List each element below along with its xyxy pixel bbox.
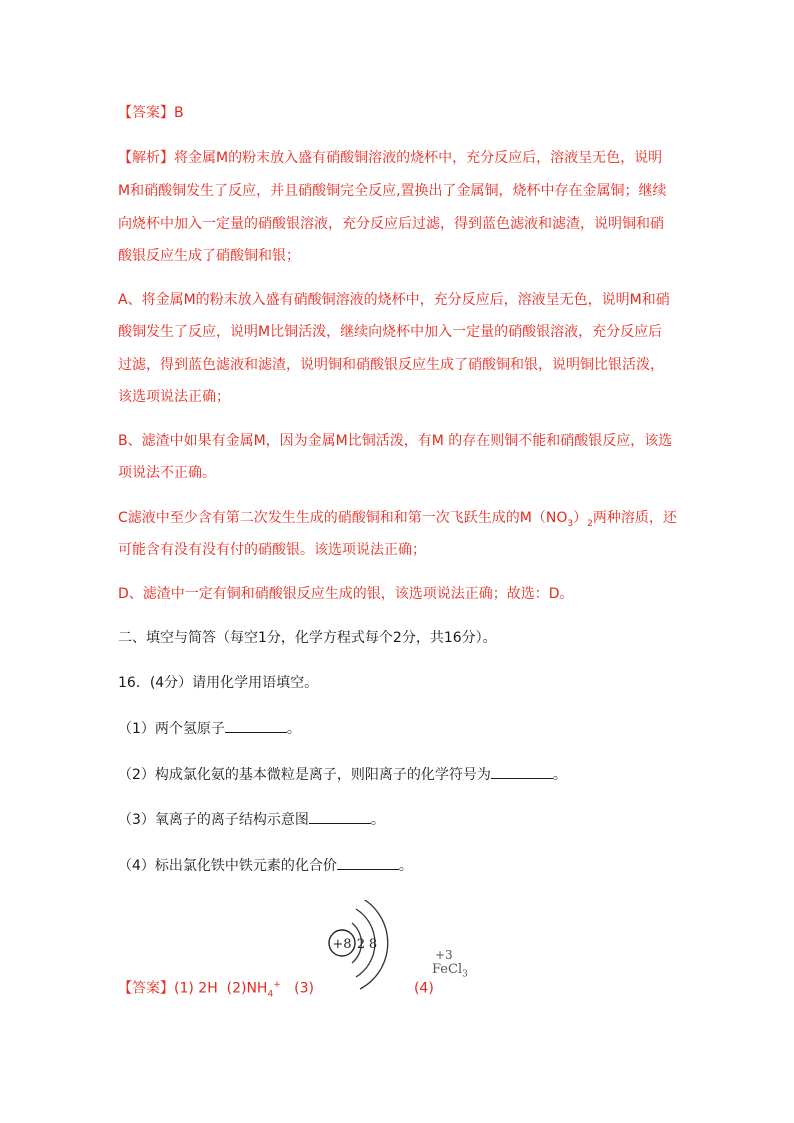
option-c-line-1: C滤液中至少含有第二次发生生成的硝酸铜和和第一次飞跃生成的$M(NO_3)_2$两种溶质，还 bbox=[118, 510, 677, 529]
answer-blank bbox=[225, 718, 287, 733]
answer-16-tag: 【答案】 bbox=[118, 980, 174, 997]
answer-blank bbox=[337, 855, 399, 870]
analysis-line-3: 向烧杯中加入一定量的硝酸银溶液，充分反应后过滤，得到蓝色滤液和滤渣，说明铜和硝 bbox=[118, 216, 664, 232]
shell-1-electrons: 2 bbox=[356, 937, 366, 952]
analysis-line-2: M和硝酸铜发生了反应，并且硝酸铜完全反应,置换出了金属铜，烧杯中存在金属铜；继续 bbox=[118, 183, 667, 199]
option-d-line: D、滤渣中一定有铜和硝酸银反应生成的银，该选项说法正确；故选：D。 bbox=[118, 586, 574, 602]
answer-blank bbox=[309, 809, 371, 824]
option-a-line-1: A、将金属M的粉末放入盛有硝酸铜溶液的烧杯中，充分反应后，溶液呈无色，说明M和硝 bbox=[118, 292, 670, 308]
nucleus-charge: +8 bbox=[332, 937, 352, 952]
valence-mark: +3 bbox=[435, 948, 453, 962]
option-c-line-2: 可能含有没有没有付的硝酸银。该选项说法正确； bbox=[118, 542, 426, 558]
section-2-heading: 二、填空与简答（每空1分，化学方程式每个2分，共16分）。 bbox=[118, 630, 497, 646]
answer-16-line: 【答案】(1) 2H $(2)NH_4^+$ (3) (4) bbox=[118, 980, 434, 1000]
oxygen-ion-structure-diagram bbox=[318, 900, 394, 990]
option-b-line-1: B、滤渣中如果有金属M，因为金属M比铜活泼，有M 的存在则铜不能和硝酸银反应，该选 bbox=[118, 433, 673, 449]
option-a-line-2: 酸铜发生了反应，说明M比铜活泼，继续向烧杯中加入一定量的硝酸银溶液，充分反应后 bbox=[118, 324, 663, 340]
question-16-title: 16．(4分）请用化学用语填空。 bbox=[118, 675, 319, 691]
question-16-item-4: （4）标出氯化铁中铁元素的化合价 。 bbox=[118, 855, 413, 876]
option-a-line-3: 过滤，得到蓝色滤液和滤渣，说明铜和硝酸银反应生成了硝酸铜和银，说明铜比银活泼， bbox=[118, 357, 664, 373]
option-b-line-2: 项说法不正确。 bbox=[118, 465, 216, 481]
question-16-item-1: （1）两个氢原子 。 bbox=[118, 718, 301, 739]
answer-blank bbox=[491, 764, 553, 779]
analysis-tag: 【解析】 bbox=[118, 150, 174, 166]
answer-line bbox=[118, 103, 184, 123]
question-16-item-3: （3）氧离子的离子结构示意图 。 bbox=[118, 809, 385, 830]
analysis-line-4: 酸银反应生成了硝酸铜和银； bbox=[118, 248, 300, 264]
iron-chloride-valence bbox=[432, 948, 468, 983]
answer-value: B bbox=[174, 105, 184, 121]
answer-tag: 【答案】 bbox=[118, 105, 174, 121]
question-16-item-2: （2）构成氯化氨的基本微粒是离子，则阳离子的化学符号为 。 bbox=[118, 764, 567, 785]
option-a-line-4: 该选项说法正确； bbox=[118, 389, 230, 405]
formula: FeCl$_3$ bbox=[432, 962, 468, 980]
shell-2-electrons: 8 bbox=[368, 937, 378, 952]
analysis-line-1: 【解析】将金属M的粉末放入盛有硝酸铜溶液的烧杯中，充分反应后，溶液呈无色，说明 bbox=[118, 150, 663, 166]
